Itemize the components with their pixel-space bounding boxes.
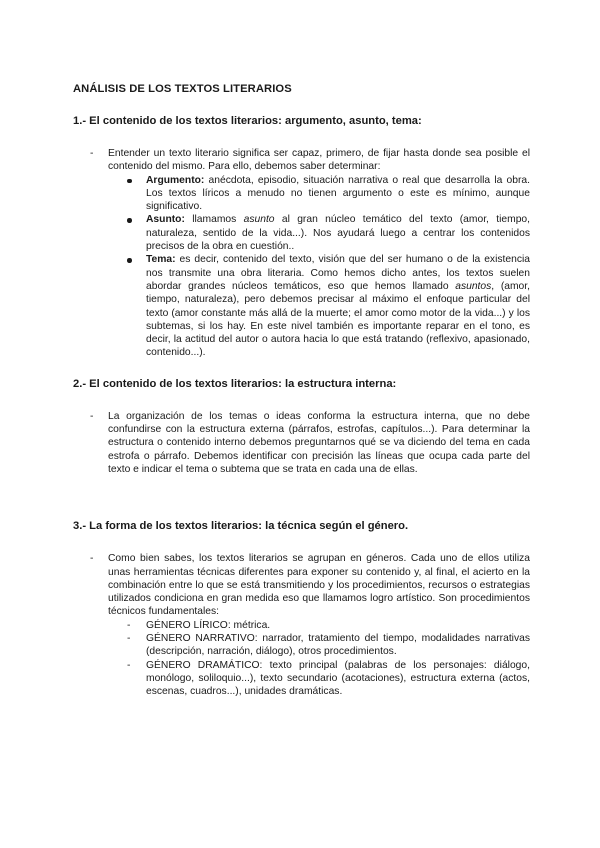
- section-3-list: [73, 552, 530, 698]
- content-elements-list: [108, 174, 530, 360]
- term-argumento: Argumento:: [146, 174, 205, 186]
- genre-item-narrativo: - GÉNERO NARRATIVO: narrador, tratamiento del tiempo, modalidades narrativas (descripción, narración, diálogo), otros procedimientos.: [146, 632, 530, 659]
- section-1-intro: Entender un texto literario significa ser capaz, primero, de fijar hasta donde sea posible el contenido del mismo. Para ello, debemos saber determinar:: [108, 148, 530, 173]
- section-3-intro: Como bien sabes, los textos literarios se agrupan en géneros. Cada uno de ellos utiliza unas herramientas técnicas diferentes para exponer su contenido y, al final, el acierto en la combinación entre lo que se está transmitiendo y los procedimientos, recursos o estrategias utilizados condiciona en gran medida eso que llamamos logro artístico. Son procedimientos técnicos fundamentales:: [108, 553, 530, 618]
- definition-tema: , (amor, tiempo, naturaleza), pero debemos precisar al máximo el enfoque particular del texto (amor constante más allá de la muerte; el amor como motor de la vida...) y los subtemas, si los hay. En este nivel también es importante reparar en el tono, es decir, la actitud del autor o autora hacia lo que está tratando (reflexivo, apasionado, contenido...).: [146, 280, 531, 359]
- genre-list: [108, 619, 530, 699]
- bullet-icon: [127, 179, 132, 184]
- definition-asunto: al gran núcleo temático del texto (amor, tiempo, naturaleza, sentido de la vida...). Nos ayudará luego a centrar los contenidos precisos de la obra en cuestión..: [146, 214, 531, 253]
- bullet-item-asunto: [146, 213, 530, 253]
- section-2-item: - La organización de los temas o ideas conforma la estructura interna, que no debe confundirse con la estructura externa (párrafos, estrofas, capítulos...). Para determinar la estructura o contenido interno debemos preguntarnos qué se va diciendo del tema en cada estrofa o párrafo. Debemos identificar con precisión las líneas que ocupa cada parte del texto e indicar el tema o subtema que se trata en cada una de ellas.: [73, 410, 530, 476]
- definition-tema-pre: es decir, contenido del texto, visión que del ser humano o de la existencia nos transmite una obra literaria. Como hemos dicho antes, los textos suelen abordar grandes núcleos temáticos, eso que hemos llamado: [146, 254, 530, 292]
- definition-tema-italic: asuntos: [455, 280, 492, 292]
- genre-item-lirico: - GÉNERO LÍRICO: métrica.: [146, 619, 530, 632]
- definition-argumento: anécdota, episodio, situación narrativa o real que desarrolla la obra. Los textos líricos a menudo no tienen argumento o este es mínimo, aunque significativo.: [146, 174, 530, 213]
- section-2-list: [73, 410, 530, 476]
- term-tema: Tema:: [146, 254, 176, 266]
- section-1-heading: 1.- El contenido de los textos literarios: argumento, asunto, tema:: [73, 115, 422, 127]
- bullet-icon: [127, 258, 132, 263]
- bullet-item-argumento: [146, 174, 530, 214]
- section-2-heading: 2.- El contenido de los textos literarios: la estructura interna:: [73, 377, 397, 390]
- section-1-list: [73, 147, 530, 360]
- definition-asunto-pre: llamamos: [184, 214, 244, 226]
- document-title: ANÁLISIS DE LOS TEXTOS LITERARIOS: [73, 83, 292, 95]
- section-3-item: [73, 552, 530, 698]
- genre-item-dramatico: - GÉNERO DRAMÁTICO: texto principal (palabras de los personajes: diálogo, monólogo, soliloquio...), texto secundario (acotaciones), estructura externa (actos, escenas, cuadros...), unidades dramáticas.: [146, 659, 530, 699]
- section-3-heading: 3.- La forma de los textos literarios: la técnica según el género.: [73, 520, 409, 533]
- definition-asunto-italic: asunto: [243, 214, 275, 226]
- bullet-item-tema: [146, 253, 530, 359]
- bullet-icon: [127, 218, 132, 223]
- section-1-item: [73, 147, 530, 360]
- term-asunto: Asunto:: [146, 214, 185, 226]
